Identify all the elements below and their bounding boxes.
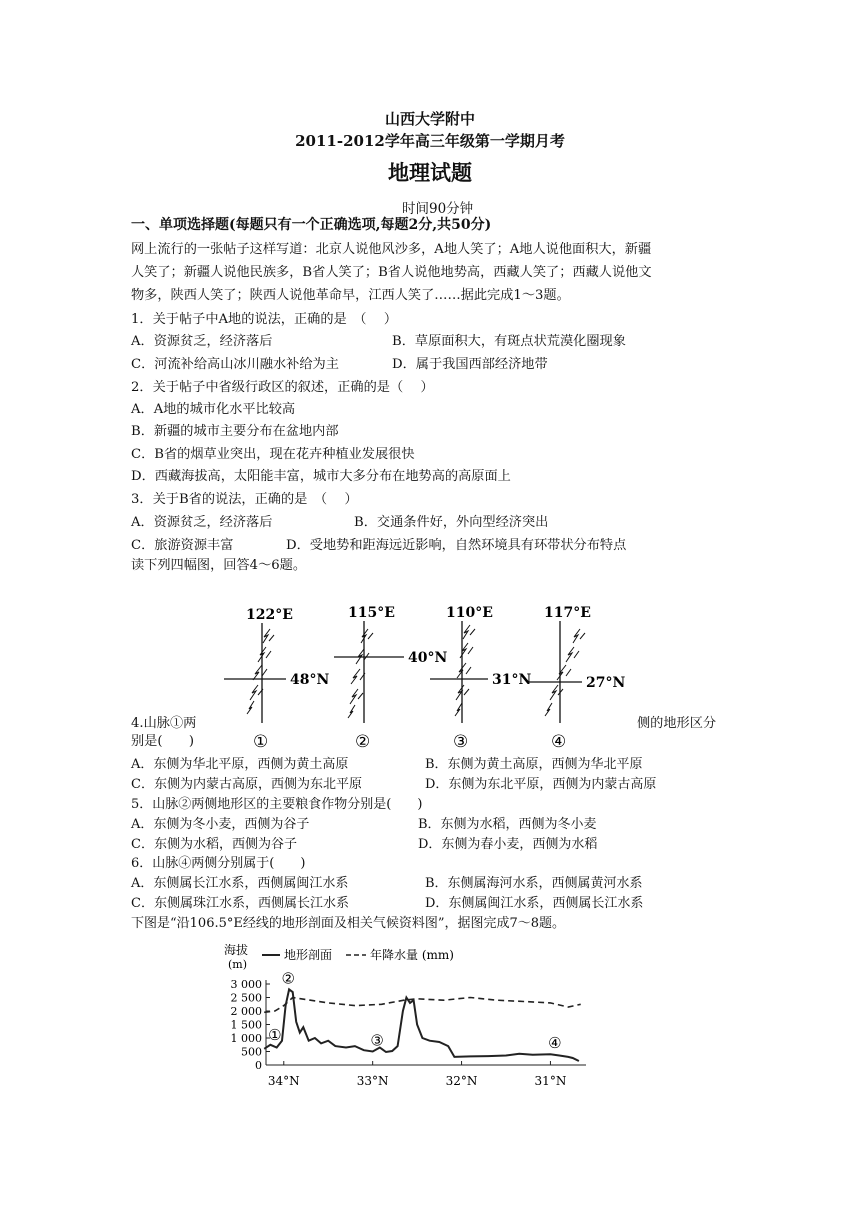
q6-option-a: A．东侧属长江水系，西侧属闽江水系: [131, 876, 349, 891]
q5-option-a: A．东侧为冬小麦，西侧为谷子: [131, 817, 310, 832]
q1-option-d: D．属于我国西部经济地带: [392, 357, 548, 372]
mountain-ridge-icon: [455, 625, 475, 716]
q5-stem: 5．山脉②两侧地形区的主要粮食作物分别是( ): [131, 797, 423, 812]
q6-option-d: D．东侧属闽江水系，西侧属长江水系: [425, 896, 644, 911]
q3-stem: 3．关于B省的说法，正确的是 （ ）: [131, 492, 358, 507]
y-tick-label: 1 000: [230, 1032, 262, 1045]
figure-1-latitude: 48°N: [290, 672, 330, 688]
precipitation-line: [264, 998, 581, 1013]
q3-option-c: C．旅游资源丰富: [131, 538, 234, 553]
y-tick-label: 3 000: [230, 978, 262, 991]
q7-8-instruction: 下图是“沿106.5°E经线的地形剖面及相关气候资料图”，据图完成7～8题。: [131, 916, 566, 931]
q1-option-a: A．资源贫乏，经济落后: [131, 334, 273, 349]
mountain-figure-3: [430, 605, 531, 752]
chart-ylabel: 海拔: [224, 943, 249, 957]
mountain-ridge-icon: [545, 629, 585, 716]
figure-2-longitude: 115°E: [348, 605, 395, 621]
legend-rain-label: 年降水量 (mm): [370, 948, 454, 962]
figure-3-latitude: 31°N: [492, 672, 532, 688]
q2-stem: 2．关于帖子中省级行政区的叙述，正确的是（ ）: [131, 380, 434, 395]
q4-6-instruction: 读下列四幅图，回答4～6题。: [131, 558, 307, 573]
intro-line-2: 人笑了；新疆人说他民族多，B省人笑了；B省人说他地势高，西藏人笑了；西藏人说他文: [131, 265, 652, 280]
profile-marker-1: ①: [268, 1026, 282, 1045]
figure-1-longitude: 122°E: [246, 607, 293, 623]
profile-marker-4: ④: [548, 1034, 562, 1053]
school-name: 山西大学附中: [384, 110, 475, 128]
q5-option-b: B．东侧为水稻，西侧为冬小麦: [418, 817, 597, 832]
figure-2-number: ②: [355, 732, 371, 752]
intro-line-3: 物多，陕西人笑了；陕西人说他革命早，江西人笑了……据此完成1～3题。: [131, 288, 570, 303]
exam-title: 2011-2012学年高三年级第一学期月考: [295, 132, 565, 150]
q3-option-b: B．交通条件好，外向型经济突出: [354, 515, 549, 530]
figure-1-number: ①: [253, 732, 269, 752]
q5-option-d: D．东侧为春小麦，西侧为水稻: [418, 837, 598, 852]
x-tick-label: 33°N: [356, 1074, 389, 1088]
q1-option-b: B．草原面积大，有斑点状荒漠化圈现象: [392, 334, 626, 349]
q4-option-a: A．东侧为华北平原，西侧为黄土高原: [131, 757, 349, 772]
time-limit: 时间90分钟: [402, 201, 474, 217]
q4-stem-right: 侧的地形区分: [637, 716, 717, 731]
terrain-profile-chart: [216, 938, 596, 1098]
chart-yunit: (m): [228, 958, 248, 971]
x-tick-label: 31°N: [534, 1074, 567, 1088]
y-tick-label: 500: [241, 1045, 262, 1059]
figure-4-longitude: 117°E: [544, 605, 591, 621]
q2-option-c: C．B省的烟草业突出，现在花卉种植业发展很快: [131, 447, 415, 462]
legend-terrain-label: 地形剖面: [284, 948, 333, 962]
q4-option-d: D．东侧为东北平原，西侧为内蒙古高原: [425, 777, 657, 792]
mountain-figure-1: [224, 607, 329, 752]
q4-stem-left: 4.山脉①两: [131, 716, 197, 731]
q3-option-a: A．资源贫乏，经济落后: [131, 515, 273, 530]
q4-stem-cont: 别是( ): [131, 734, 195, 749]
x-tick-label: 34°N: [267, 1074, 300, 1088]
mountain-figures: [0, 595, 860, 755]
figure-3-longitude: 110°E: [446, 605, 493, 621]
figure-4-latitude: 27°N: [586, 675, 626, 691]
x-tick-label: 32°N: [445, 1074, 478, 1088]
q5-option-c: C．东侧为水稻，西侧为谷子: [131, 837, 297, 852]
y-tick-label: 2 000: [230, 1005, 262, 1018]
q4-option-b: B．东侧为黄土高原，西侧为华北平原: [425, 757, 643, 772]
mountain-ridge-icon: [247, 629, 274, 714]
profile-marker-2: ②: [281, 969, 295, 988]
q6-option-c: C．东侧属珠江水系，西侧属长江水系: [131, 896, 349, 911]
mountain-figure-4: [528, 605, 625, 752]
section-heading: 一、单项选择题(每题只有一个正确选项,每题2分,共50分): [131, 217, 492, 233]
figure-2-latitude: 40°N: [408, 650, 448, 666]
q3-option-d: D．受地势和距海远近影响，自然环境具有环带状分布特点: [286, 538, 627, 553]
mountain-ridge-icon: [348, 629, 373, 718]
y-tick-label: 0: [255, 1059, 262, 1072]
q1-stem: 1．关于帖子中A地的说法，正确的是 （ ）: [131, 312, 398, 327]
q6-option-b: B．东侧属海河水系，西侧属黄河水系: [425, 876, 643, 891]
figure-4-number: ④: [551, 732, 567, 752]
q2-option-a: A．A地的城市化水平比较高: [131, 402, 296, 417]
q1-option-c: C．河流补给高山冰川融水补给为主: [131, 357, 339, 372]
intro-line-1: 网上流行的一张帖子这样写道：北京人说他风沙多，A地人笑了；A地人说他面积大，新疆: [131, 242, 652, 257]
q2-option-b: B．新疆的城市主要分布在盆地内部: [131, 424, 339, 439]
q6-stem: 6．山脉④两侧分别属于( ): [131, 856, 306, 871]
q4-option-c: C．东侧为内蒙古高原，西侧为东北平原: [131, 777, 362, 792]
y-tick-label: 1 500: [230, 1018, 262, 1032]
profile-marker-3: ③: [370, 1031, 384, 1050]
figure-3-number: ③: [453, 732, 469, 752]
paper-title: 地理试题: [388, 160, 472, 185]
q2-option-d: D．西藏海拔高，太阳能丰富，城市大多分布在地势高的高原面上: [131, 469, 511, 484]
y-tick-label: 2 500: [230, 991, 262, 1005]
